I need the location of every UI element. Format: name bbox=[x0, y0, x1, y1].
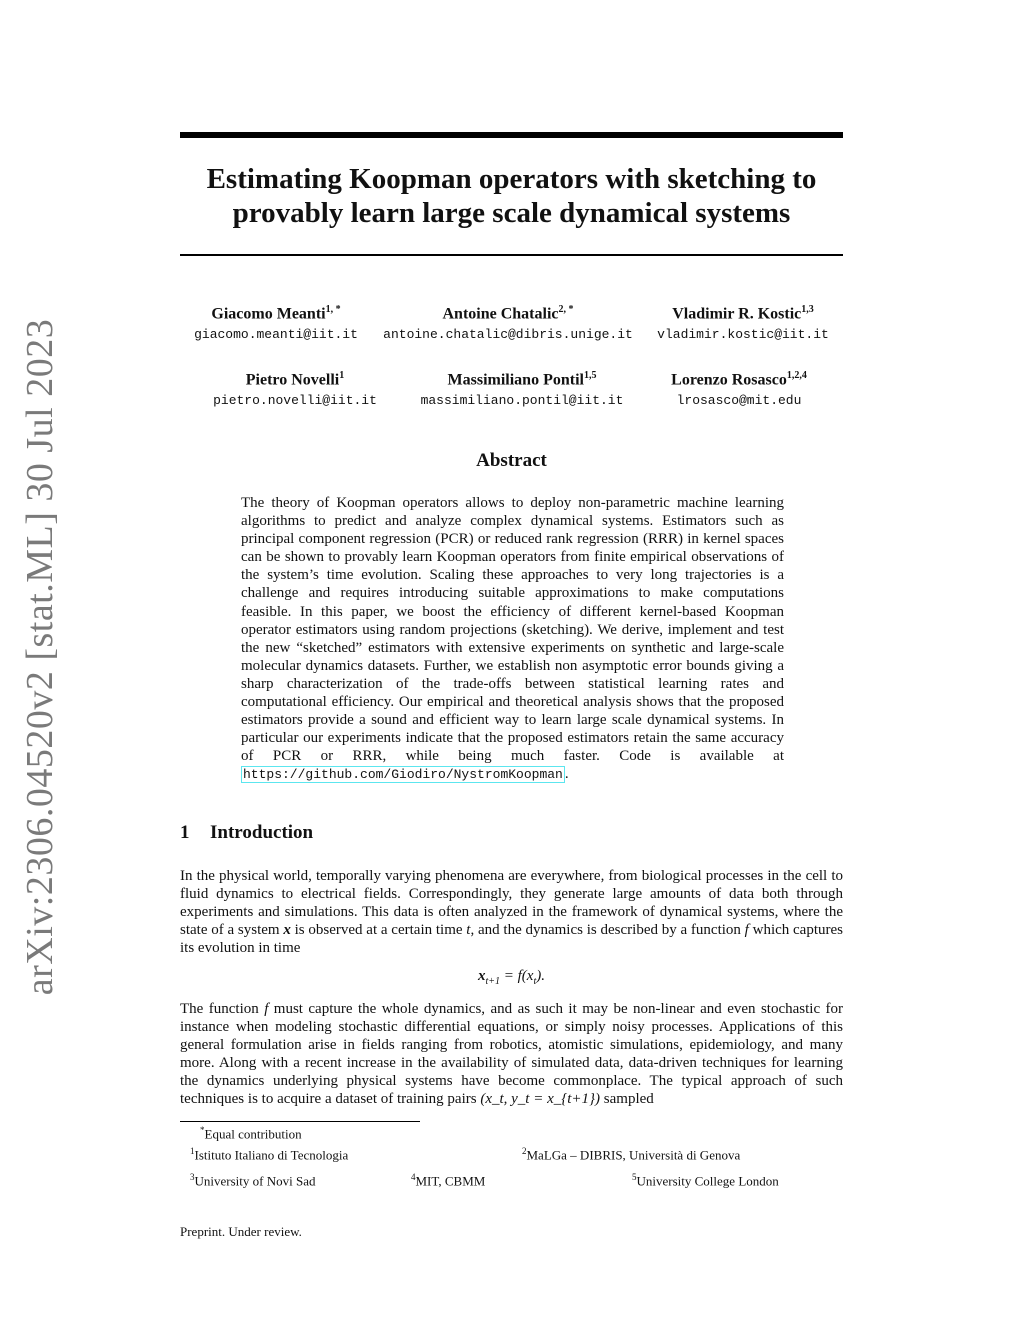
text-run: , and the dynamics is described by a function bbox=[470, 922, 741, 939]
footnote-text: Istituto Italiano di Tecnologia bbox=[194, 1147, 349, 1163]
math-inline: (x_t, y_t = x_{t+1}) bbox=[480, 1091, 601, 1108]
footnote-text: University of Novi Sad bbox=[194, 1173, 316, 1189]
text-run: sampled bbox=[603, 1091, 654, 1108]
math-var: f bbox=[744, 922, 749, 939]
author-1 bbox=[194, 300, 358, 344]
section-title: Introduction bbox=[210, 822, 314, 843]
intro-paragraph-1 bbox=[180, 867, 843, 957]
math-var: f bbox=[264, 1001, 269, 1017]
text-run: In the physical world, temporally varying phenomena are everywhere, from biological processes in the cell to fluid dynamics to electrical fields. Correspondingly, they generate large amounts of data both through experiments and simulations. This data is often analyzed in the framework of dynamical systems, where the state of a system bbox=[180, 868, 843, 939]
author-email[interactable]: pietro.novelli@iit.it bbox=[213, 393, 377, 409]
footnote-mark: 3 bbox=[190, 1172, 195, 1182]
text-run: which captures its evolution in time bbox=[180, 922, 844, 957]
title-line-1: Estimating Koopman operators with sketching to bbox=[206, 163, 817, 195]
footnote-text: MIT, CBMM bbox=[415, 1173, 486, 1189]
eq-lhs: x bbox=[477, 968, 486, 984]
author-affil: 1,2,4 bbox=[786, 370, 807, 381]
footnote-rule bbox=[180, 1121, 420, 1122]
abstract-text: The theory of Koopman operators allows to deploy non-parametric machine learning algorithms to predict and analyze complex dynamical systems. Estimators such as principal component regression (PCR) or reduced rank regression (RRR) in kernel spaces can be shown to provably learn Koopman operators from finite empirical observations of the system’s time evolution. Scaling these approaches to very long trajectories is a challenge and requires introducing suitable approximations to make computations feasible. In this paper, we boost the efficiency of different kernel-based Koopman operator estimators using random projections (sketching). We derive, implement and test the new “sketched” estimators with extensive experiments on synthetic and large-scale molecular dynamics datasets. Further, we establish non asymptotic error bounds giving a sharp characterization of the trade-offs between statistical learning rates and computational efficiency. Our empirical and theoretical analysis shows that the proposed estimators provide a sound and efficient way to learn large scale dynamical systems. In particular our experiments indicate that the proposed estimators retain the same accuracy of PCR or RRR, while being much faster. Code is available at bbox=[241, 495, 784, 765]
author-3 bbox=[657, 300, 829, 344]
footnote-affiliation-3 bbox=[190, 1172, 315, 1189]
footnote-affiliation-4 bbox=[411, 1172, 485, 1189]
author-affil: 1 bbox=[339, 370, 345, 381]
author-email[interactable]: massimiliano.pontil@iit.it bbox=[420, 393, 624, 409]
title-top-rule bbox=[180, 132, 843, 138]
author-name: Lorenzo Rosasco bbox=[671, 371, 787, 389]
equation-dynamics bbox=[180, 968, 843, 987]
footnote-affiliation-2 bbox=[522, 1146, 740, 1163]
abstract-heading: Abstract bbox=[476, 450, 547, 471]
author-affil: 1,5 bbox=[583, 370, 597, 381]
author-6 bbox=[671, 366, 807, 410]
author-2 bbox=[383, 300, 633, 344]
author-4 bbox=[213, 366, 377, 410]
abstract-end: . bbox=[564, 766, 569, 783]
author-email[interactable]: lrosasco@mit.edu bbox=[676, 393, 802, 409]
author-name: Vladimir R. Kostic bbox=[672, 305, 802, 323]
footnote-mark: 2 bbox=[522, 1146, 527, 1156]
title-bottom-rule bbox=[180, 254, 843, 256]
footnote-text: Equal contribution bbox=[204, 1126, 302, 1142]
paper-title bbox=[180, 162, 843, 230]
author-email[interactable]: giacomo.meanti@iit.it bbox=[194, 327, 358, 343]
author-5 bbox=[421, 366, 624, 410]
arxiv-stamp-text: arXiv:2306.04520v2 [stat.ML] 30 Jul 2023 bbox=[19, 318, 61, 996]
eq-rhs: = f(x bbox=[503, 968, 534, 984]
author-affil: 1,3 bbox=[801, 304, 814, 315]
math-var: t bbox=[466, 922, 471, 939]
author-affil: 1, * bbox=[325, 304, 341, 315]
text-run: is observed at a certain time bbox=[294, 922, 463, 939]
math-var: x bbox=[283, 922, 291, 939]
footnote-mark: 4 bbox=[411, 1172, 416, 1182]
text-run: The function bbox=[180, 1001, 259, 1017]
section-number: 1 bbox=[180, 822, 190, 843]
author-name: Massimiliano Pontil bbox=[447, 371, 584, 389]
footnote-affiliation-5 bbox=[632, 1172, 779, 1189]
footnote-text: MaLGa – DIBRIS, Università di Genova bbox=[526, 1147, 741, 1163]
eq-rhs-sub: t bbox=[533, 976, 537, 987]
eq-lhs-sub: t+1 bbox=[485, 976, 501, 987]
code-link[interactable]: https://github.com/Giodiro/NystromKoopman bbox=[243, 767, 563, 783]
title-line-2: provably learn large scale dynamical systems bbox=[232, 197, 791, 229]
author-email[interactable]: vladimir.kostic@iit.it bbox=[657, 327, 829, 343]
intro-paragraph-2 bbox=[180, 1000, 843, 1109]
author-name: Antoine Chatalic bbox=[442, 305, 559, 323]
abstract-body bbox=[241, 494, 784, 785]
author-name: Giacomo Meanti bbox=[211, 305, 326, 323]
eq-tail: ). bbox=[536, 968, 545, 984]
footnote-equal-contribution bbox=[200, 1125, 302, 1142]
author-affil: 2, * bbox=[558, 304, 574, 315]
footnote-mark: 1 bbox=[190, 1146, 195, 1156]
preprint-note: Preprint. Under review. bbox=[180, 1224, 302, 1239]
footnote-text: University College London bbox=[636, 1173, 779, 1189]
section-heading-introduction bbox=[180, 822, 313, 844]
footnote-mark: * bbox=[200, 1125, 205, 1135]
text-run: must capture the whole dynamics, and as such it may be non-linear and even stochastic for instance when modeling stochastic differential equations, or simply noisy processes. Applications of this general formulation arise in fields ranging from robotics, atomistic simulations, epidemiology, and many more. Along with a recent increase in the availability of simulated data, data-driven techniques for learning the dynamics underlying physical systems have become commonplace. The typical approach of such techniques is to acquire a dataset of training pairs bbox=[180, 1001, 844, 1108]
footnote-affiliation-1 bbox=[190, 1146, 348, 1163]
arxiv-stamp bbox=[12, 318, 68, 996]
author-email[interactable]: antoine.chatalic@dibris.unige.it bbox=[383, 327, 633, 343]
footnote-mark: 5 bbox=[632, 1172, 637, 1182]
author-name: Pietro Novelli bbox=[245, 371, 340, 389]
